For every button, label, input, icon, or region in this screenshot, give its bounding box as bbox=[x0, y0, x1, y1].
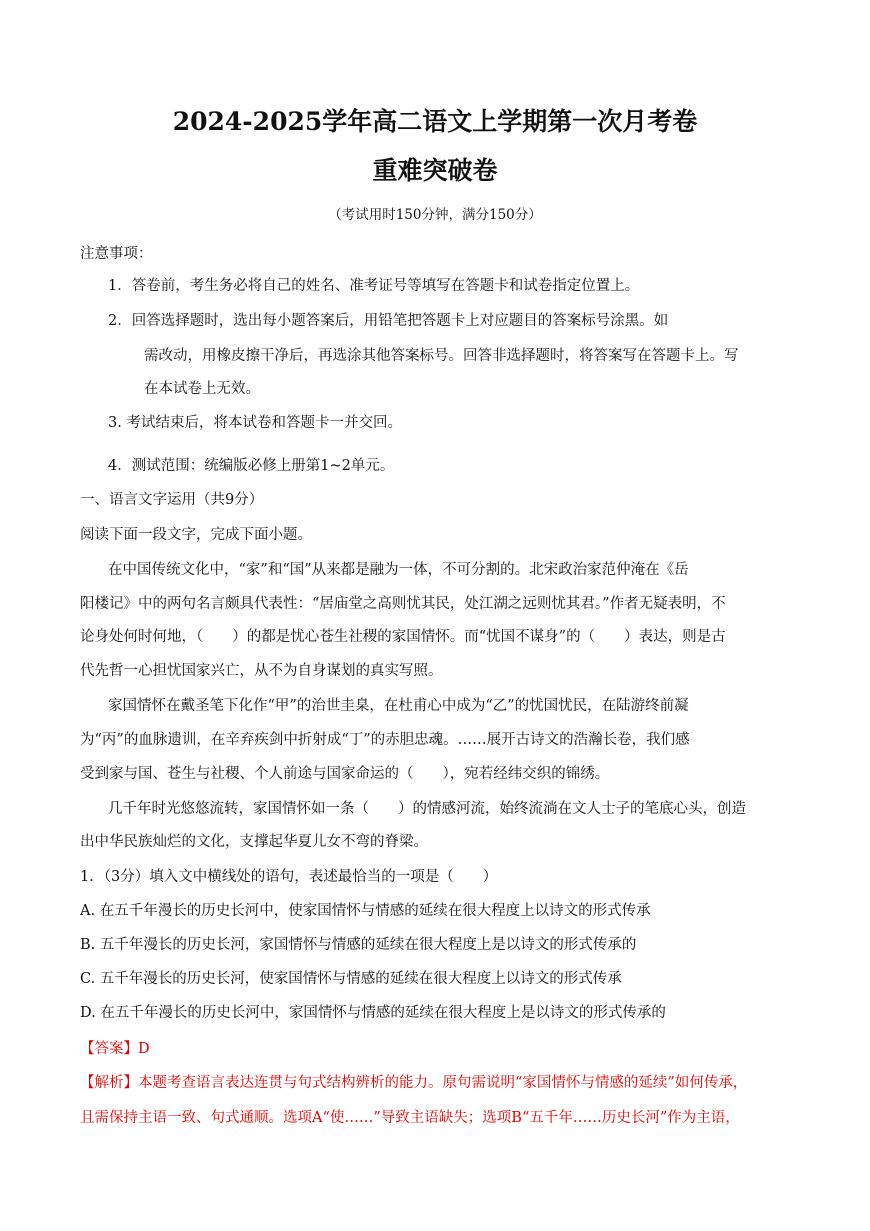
paragraph-1-line-2: 阳楼记》中的两句名言颇具代表性：“居庙堂之高则忧其民，处江湖之远则忧其君。”作者无疑表明，不 bbox=[80, 596, 726, 612]
notice-item-2-line-3: 在本试卷上无效。 bbox=[144, 381, 260, 397]
reading-instruction: 阅读下面一段文字，完成下面小题。 bbox=[80, 527, 312, 543]
paragraph-3-line-1: 几千年时光悠悠流转，家国情怀如一条（ ）的情感河流，始终流淌在文人士子的笔底心头，创造 bbox=[108, 801, 746, 817]
notice-item-2-line-2: 需改动，用橡皮擦干净后，再选涂其他答案标号。回答非选择题时，将答案写在答题卡上。写 bbox=[144, 348, 739, 364]
question-1-option-d: D. 在五千年漫长的历史长河中，家国情怀与情感的延续在很大程度上是以诗文的形式传承的 bbox=[80, 1005, 666, 1021]
notice-item-2-line-1: 2．回答选择题时，选出每小题答案后，用铅笔把答题卡上对应题目的答案标号涂黑。如 bbox=[108, 313, 669, 329]
question-1-option-b: B. 五千年漫长的历史长河，家国情怀与情感的延续在很大程度上是以诗文的形式传承的 bbox=[80, 937, 637, 953]
paragraph-1-line-4: 代先哲一心担忧国家兴亡，从不为自身谋划的真实写照。 bbox=[80, 663, 443, 679]
question-1-stem: 1．（3分）填入文中横线处的语句，表述最恰当的一项是（ ） bbox=[80, 869, 498, 885]
paragraph-2-line-1: 家国情怀在戴圣笔下化作“甲”的治世圭臬，在杜甫心中成为“乙”的忧国忧民，在陆游终前凝 bbox=[108, 698, 689, 714]
exam-time-note: （考试用时150分钟，满分150分） bbox=[328, 207, 542, 223]
paragraph-3-line-2: 出中华民族灿烂的文化，支撑起华夏儿女不弯的脊梁。 bbox=[80, 834, 428, 850]
page-subtitle: 重难突破卷 bbox=[372, 156, 498, 185]
paragraph-2-line-3: 受到家与国、苍生与社稷、个人前途与国家命运的（ ），宛若经纬交织的锦绣。 bbox=[80, 766, 610, 782]
section-heading: 一、语言文字运用（共9分） bbox=[80, 492, 264, 508]
notice-item-3: 3. 考试结束后，将本试卷和答题卡一并交回。 bbox=[108, 415, 402, 431]
page-title: 2024-2025学年高二语文上学期第一次月考卷 bbox=[172, 107, 698, 136]
notice-heading: 注意事项： bbox=[80, 246, 153, 262]
paragraph-1-line-3: 论身处何时何地，（ ）的都是忧心苍生社稷的家国情怀。而“忧国不谋身”的（ ）表达，则是古 bbox=[80, 629, 726, 645]
question-1-answer: 【答案】D bbox=[80, 1041, 150, 1057]
question-1-option-a: A. 在五千年漫长的历史长河中，使家国情怀与情感的延续在很大程度上以诗文的形式传承 bbox=[80, 903, 651, 919]
notice-item-1: 1．答卷前，考生务必将自己的姓名、准考证号等填写在答题卡和试卷指定位置上。 bbox=[108, 278, 640, 294]
notice-item-4: 4．测试范围：统编版必修上册第1~2单元。 bbox=[108, 458, 395, 474]
question-1-option-c: C. 五千年漫长的历史长河，使家国情怀与情感的延续在很大程度上以诗文的形式传承 bbox=[80, 971, 622, 987]
paragraph-2-line-2: 为“丙”的血脉遗训，在辛弃疾剑中折射成“丁”的赤胆忠魂。……展开古诗文的浩瀚长卷，我们感 bbox=[80, 732, 690, 748]
paragraph-1-line-1: 在中国传统文化中，“家”和“国”从来都是融为一体，不可分割的。北宋政治家范仲淹在《岳 bbox=[108, 562, 689, 578]
question-1-analysis-line-1: 【解析】本题考查语言表达连贯与句式结构辨析的能力。原句需说明“家国情怀与情感的延续”如何传承， bbox=[80, 1075, 748, 1091]
question-1-analysis-line-2: 且需保持主语一致、句式通顺。选项A“使……”导致主语缺失；选项B“五千年……历史长河”作为主语， bbox=[80, 1110, 740, 1126]
